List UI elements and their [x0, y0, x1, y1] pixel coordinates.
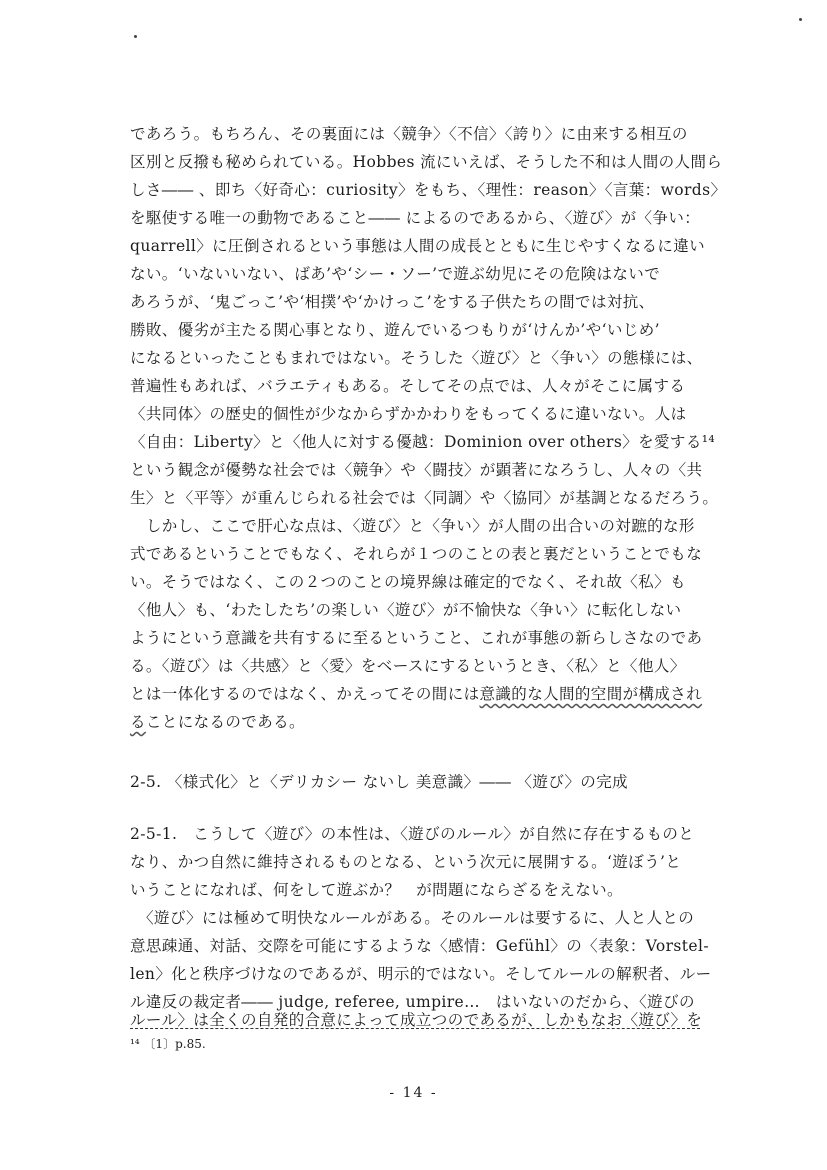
body-text-line: であろう。もちろん、その裏面には〈競争〉〈不信〉〈誇り〉に由来する相互の: [130, 125, 688, 143]
section-heading: 2-5. 〈様式化〉と〈デリカシー ないし 美意識〉―― 〈遊び〉の完成: [130, 773, 628, 791]
body-text-line: 区別と反撥も秘められている。Hobbes 流にいえば、そうした不和は人間の人間ら: [130, 153, 723, 171]
body-text-line: len〉化と秩序づけなのであるが、明示的ではない。そしてルールの解釈者、ルー: [130, 965, 712, 983]
body-text-line: 〈自由：Liberty〉と〈他人に対する優越：Dominion over others〉を愛する¹⁴: [130, 433, 715, 451]
body-text-line: 式であるということでもなく、それらが１つのことの表と裏だということでもな: [130, 545, 703, 563]
scan-speck: [134, 35, 137, 38]
body-text-segment: とは一体化するのではなく、かえってその間には: [130, 685, 480, 703]
body-text-line: 生〉と〈平等〉が重んじられる社会では〈同調〉や〈協同〉が基調となるだろう。: [130, 489, 719, 507]
body-text-line: 〈遊び〉には極めて明快なルールがある。そのルールは要するに、人と人との: [130, 909, 695, 927]
underlined-phrase: 意識的な人間的空間が構成され: [479, 685, 703, 703]
body-text-line: になるといったこともまれではない。そうした〈遊び〉と〈争い〉の態様には、: [130, 349, 703, 367]
body-text-line: ない。‘いないいない、ばあ’や‘シー・ソー’で遊ぶ幼児にその危険はないで: [130, 265, 661, 283]
body-text-line: しかし、ここで肝心な点は、〈遊び〉と〈争い〉が人間の出合いの対蹠的な形: [130, 517, 695, 535]
body-text-line: quarrell〉に圧倒されるという事態は人間の成長とともに生じやすくなるに違い: [130, 237, 706, 255]
body-text-line: いうことになれば、何をして遊ぶか？ が問題にならざるをえない。: [130, 881, 623, 899]
body-text-line: 2-5-1. こうして〈遊び〉の本性は、〈遊びのルール〉が自然に存在するものと: [130, 825, 695, 843]
footnote: ¹⁴ 〔1〕p.85.: [130, 1037, 206, 1051]
body-text-line: る。〈遊び〉は〈共感〉と〈愛〉をベースにするというとき、〈私〉と〈他人〉: [130, 657, 686, 675]
body-text-line: ルール〉は全くの自発的合意によって成立つのであるが、しかもなお〈遊び〉を: [130, 1011, 703, 1029]
body-text-line: ようにという意識を共有するに至るということ、これが事態の新らしさなのであ: [130, 629, 703, 647]
body-text-line: 〈他人〉も、‘わたしたち’の楽しい〈遊び〉が不愉快な〈争い〉に転化しない: [130, 601, 682, 619]
body-text-line: [130, 684, 730, 704]
body-text-line: [130, 712, 730, 732]
body-text-line: 普遍性もあれば、バラエティもある。そしてその点では、人々がそこに属する: [130, 377, 686, 395]
body-text-line: 〈共同体〉の歴史的個性が少なからずかかわりをもってくるに違いない。人は: [130, 405, 687, 423]
body-text-line: 勝敗、優劣が主たる関心事となり、遊んでいるつもりが‘けんか’や‘いじめ’: [130, 321, 660, 339]
body-text-line: ル違反の裁定者―― judge, referee, umpire… はいないのだから、〈遊びの: [130, 993, 695, 1011]
body-text-line: 意思疎通、対話、交際を可能にするような〈感情：Gefühl〉の〈表象：Vorstel-: [130, 937, 709, 955]
scan-speck: [799, 18, 802, 21]
body-text-line: あろうが、‘鬼ごっこ’や‘相撲’や‘かけっこ’をする子供たちの間では対抗、: [130, 293, 655, 311]
footnote-rule: [130, 1028, 700, 1029]
underlined-phrase: る: [130, 713, 146, 731]
body-text-segment: ことになるのである。: [145, 713, 305, 731]
body-text-line: という観念が優勢な社会では〈競争〉や〈闘技〉が顕著になろうし、人々の〈共: [130, 461, 703, 479]
body-text-line: い。そうではなく、この２つのことの境界線は確定的でなく、それ故〈私〉も: [130, 573, 686, 591]
page-number: - 14 -: [389, 1085, 438, 1101]
body-text-line: なり、かつ自然に維持されるものとなる、という次元に展開する。‘遊ぼう’と: [130, 853, 682, 871]
body-text-line: しさ―― 、即ち〈好奇心：curiosity〉をもち、〈理性：reason〉〈言葉：words〉: [130, 181, 727, 199]
body-text-line: を駆使する唯一の動物であること―― によるのであるから、〈遊び〉が〈争い：: [130, 209, 701, 227]
